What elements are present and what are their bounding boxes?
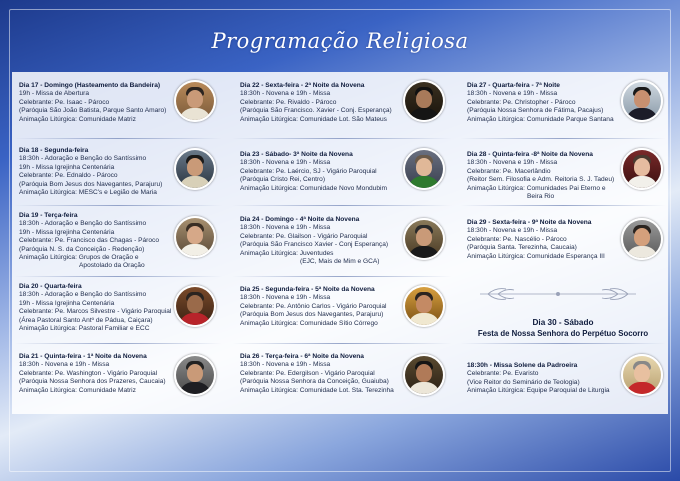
entry-heading: Dia 23 - Sábado- 3ª Noite da Novena	[240, 151, 353, 158]
divider	[14, 205, 222, 206]
entry-line: 18:30h - Novena e 19h - Missa	[467, 227, 558, 235]
priest-photo	[403, 354, 445, 396]
divider	[232, 343, 452, 344]
divider	[460, 343, 666, 344]
entry-line: (Paróquia São Francisco Xavier - Conj Esperança)	[240, 241, 389, 249]
entry-line: Celebrante: Pe. Nascélio - Pároco	[467, 235, 567, 243]
priest-photo	[174, 80, 216, 122]
day30-block	[468, 318, 658, 338]
schedule-entry-day24	[240, 216, 388, 266]
entry-line: Apostolado da Oração	[79, 262, 145, 270]
entry-line: Celebrante: Pe. Rivaldo - Pároco	[240, 98, 337, 106]
entry-heading: Dia 29 - Sexta-feira - 9ª Noite da Novena	[467, 219, 592, 226]
entry-line: (Área Pastoral Santo Antº de Pádua, Caiçara)	[19, 316, 153, 324]
entry-heading: Dia 20 - Quarta-feira	[19, 283, 82, 290]
entry-line: Celebrante: Pe. Francisco das Chagas - Pároco	[19, 237, 160, 245]
divider	[232, 276, 452, 277]
priest-photo	[621, 354, 663, 396]
entry-line: Animação Litúrgica: Comunidade Lot. São Mateus	[240, 115, 387, 123]
priest-photo	[403, 285, 445, 327]
entry-heading: Dia 22 - Sexta-feira - 2ª Noite da Novena	[240, 82, 365, 89]
entry-line: Animação Litúrgica: Comunidade Novo Mondubim	[240, 184, 387, 192]
day30-date: Dia 30 - Sábado	[532, 318, 594, 327]
entry-heading: Dia 17 - Domingo (Hasteamento da Bandeira)	[19, 82, 161, 89]
entry-line: 18:30h - Novena e 19h - Missa	[240, 159, 331, 167]
entry-line: 18:30h - Novena e 19h - Missa	[19, 361, 110, 369]
entry-heading: Dia 24 - Domingo - 4ª Noite da Novena	[240, 216, 360, 223]
schedule-entry-day28	[467, 151, 614, 201]
priest-photo	[174, 354, 216, 396]
entry-line: Celebrante: Pe. Washington - Vigário Paroquial	[19, 369, 158, 377]
schedule-entry-day18	[19, 147, 162, 197]
entry-line: (Paróquia Nossa Senhora dos Prazeres, Caucaia)	[19, 378, 166, 386]
divider	[14, 138, 222, 139]
entry-line: Celebrante: Pe. Glailson - Vigário Paroquial	[240, 232, 368, 240]
entry-line: 18:30h - Novena e 19h - Missa	[240, 294, 331, 302]
entry-line: 18:30h - Adoração e Benção do Santíssimo	[19, 155, 147, 163]
entry-line: (Paróquia São João Batista, Parque Santo Amaro)	[19, 107, 167, 115]
entry-line: 19h - Missa Igrejinha Centenária	[19, 299, 115, 307]
schedule-entry-day26	[240, 353, 394, 395]
day30-feast: Festa de Nossa Senhora do Perpétuo Socorro	[477, 329, 649, 338]
entry-line: Celebrante: Pe. Evaristo	[467, 370, 539, 378]
divider	[460, 138, 666, 139]
entry-heading: Dia 18 - Segunda-feira	[19, 147, 89, 154]
schedule-entry-day25	[240, 286, 387, 328]
entry-line: Animação Litúrgica: MESC's e Legião de Maria	[19, 189, 157, 197]
entry-heading: Dia 27 - Quarta-feira - 7ª Noite	[467, 82, 560, 89]
divider	[232, 205, 452, 206]
entry-line: (Paróquia Cristo Rei, Centro)	[240, 176, 326, 184]
priest-photo	[403, 148, 445, 190]
entry-line: 19h - Missa Igrejinha Centenária	[19, 228, 115, 236]
entry-line: Animação Litúrgica: Comunidade Matriz	[19, 386, 136, 394]
entry-line: Animação Litúrgica: Comunidade Matriz	[19, 115, 136, 123]
entry-line: 18:30h - Novena e 19h - Missa	[240, 361, 331, 369]
laurel-ornament	[478, 285, 638, 303]
entry-line: (Paróquia N. S. da Conceição - Redenção)	[19, 245, 145, 253]
entry-line: 18:30h - Novena e 19h - Missa	[467, 90, 558, 98]
divider	[14, 276, 222, 277]
entry-line: (Paróquia Bom Jesus dos Navegantes, Parajuru)	[240, 311, 384, 319]
priest-photo	[621, 80, 663, 122]
entry-line: 18:30h - Adoração e Benção do Santíssimo	[19, 220, 147, 228]
entry-heading: Dia 25 - Segunda-feira - 5ª Noite da Novena	[240, 286, 375, 293]
page-title: Programação Religiosa	[211, 29, 469, 53]
schedule-entry-day27	[467, 82, 614, 124]
priest-photo	[174, 216, 216, 258]
entry-heading: Dia 19 - Terça-feira	[19, 212, 78, 219]
priest-photo	[174, 148, 216, 190]
schedule-entry-day21	[19, 353, 166, 395]
entry-line: Animação Litúrgica: Comunidades Pai Eterno e	[467, 184, 606, 192]
entry-line: Celebrante: Pe. Edergilson - Vigário Paroquial	[240, 369, 375, 377]
entry-line: Animação Litúrgica: Grupos de Oração e	[19, 254, 139, 262]
entry-line: (EJC, Mais de Mim e GCA)	[300, 258, 380, 266]
entry-line: Animação Litúrgica: Juventudes	[240, 249, 334, 257]
divider	[460, 205, 666, 206]
divider	[14, 343, 222, 344]
entry-line: Animação Litúrgica: Comunidade Sítio Córrego	[240, 319, 378, 327]
entry-line: 18:30h - Novena e 19h - Missa	[467, 159, 558, 167]
priest-photo	[621, 218, 663, 260]
entry-line: Celebrante: Pe. Ednaldo - Pároco	[19, 172, 118, 180]
entry-line: 18:30h - Novena e 19h - Missa	[240, 224, 331, 232]
priest-photo	[403, 80, 445, 122]
entry-line: Animação Litúrgica: Pastoral Familiar e ECC	[19, 325, 150, 333]
schedule-entry-day29	[467, 219, 605, 261]
entry-line: (Paróquia Nossa Senhora da Conceição, Guaiuba)	[240, 378, 389, 386]
entry-line: Animação Litúrgica: Comunidade Parque Santana	[467, 115, 614, 123]
entry-line: (Vice Reitor do Seminário de Teologia)	[467, 378, 580, 386]
schedule-entry-day23	[240, 151, 387, 193]
entry-heading: 18:30h - Missa Solene da Padroeira	[467, 362, 578, 369]
priest-photo	[403, 218, 445, 260]
entry-line: Animação Litúrgica: Equipe Paroquial de Liturgia	[467, 387, 610, 395]
entry-heading: Dia 28 - Quinta-feira -8ª Noite da Novena	[467, 151, 593, 158]
entry-line: (Paróquia Santa. Terezinha, Caucaia)	[467, 244, 577, 252]
entry-heading: Dia 26 - Terça-feira - 6ª Noite da Novena	[240, 353, 364, 360]
entry-heading: Dia 21 - Quinta-feira - 1ª Noite da Novena	[19, 353, 147, 360]
entry-line: 18:30h - Novena e 19h - Missa	[240, 90, 331, 98]
entry-line: Celebrante: Pe. Marcos Silvestre - Vigário Paroquial	[19, 308, 172, 316]
entry-line: 18:30h - Adoração e Benção do Santíssimo	[19, 291, 147, 299]
divider	[232, 138, 452, 139]
entry-line: 19h - Missa Igrejinha Centenária	[19, 163, 115, 171]
entry-line: Animação Litúrgica: Comunidade Lot. Sta. Terezinha	[240, 386, 394, 394]
entry-line: Celebrante: Pe. Macerlândio	[467, 167, 551, 175]
priest-photo	[621, 148, 663, 190]
entry-line: Celebrante: Pe. Christopher - Pároco	[467, 98, 576, 106]
entry-line: (Paróquia São Francisco. Xavier - Conj. Esperança)	[240, 107, 392, 115]
entry-line: Beira Rio	[527, 193, 555, 201]
entry-line: Celebrante: Pe. Isaac - Pároco	[19, 98, 110, 106]
entry-line: Celebrante: Pe. Antônio Carlos - Vigário Paroquial	[240, 302, 387, 310]
entry-line: (Reitor Sem. Filosofia e Adm. Reitoria S. J. Tadeu)	[467, 176, 615, 184]
entry-line: 19h - Missa de Abertura	[19, 90, 90, 98]
entry-line: (Paróquia Nossa Senhora de Fátima, Pacajus)	[467, 107, 604, 115]
schedule-entry-day20	[19, 283, 171, 333]
entry-line: (Paróquia Bom Jesus dos Navegantes, Parajuru)	[19, 180, 163, 188]
entry-line: Celebrante: Pe. Laércio, SJ - Vigário Paroquial	[240, 167, 377, 175]
schedule-entry-solemn-mass	[467, 362, 610, 396]
schedule-entry-day22	[240, 82, 392, 124]
entry-line: Animação Litúrgica: Comunidade Esperança III	[467, 252, 605, 260]
schedule-entry-day19	[19, 212, 159, 271]
priest-photo	[174, 285, 216, 327]
schedule-entry-day17	[19, 82, 166, 124]
